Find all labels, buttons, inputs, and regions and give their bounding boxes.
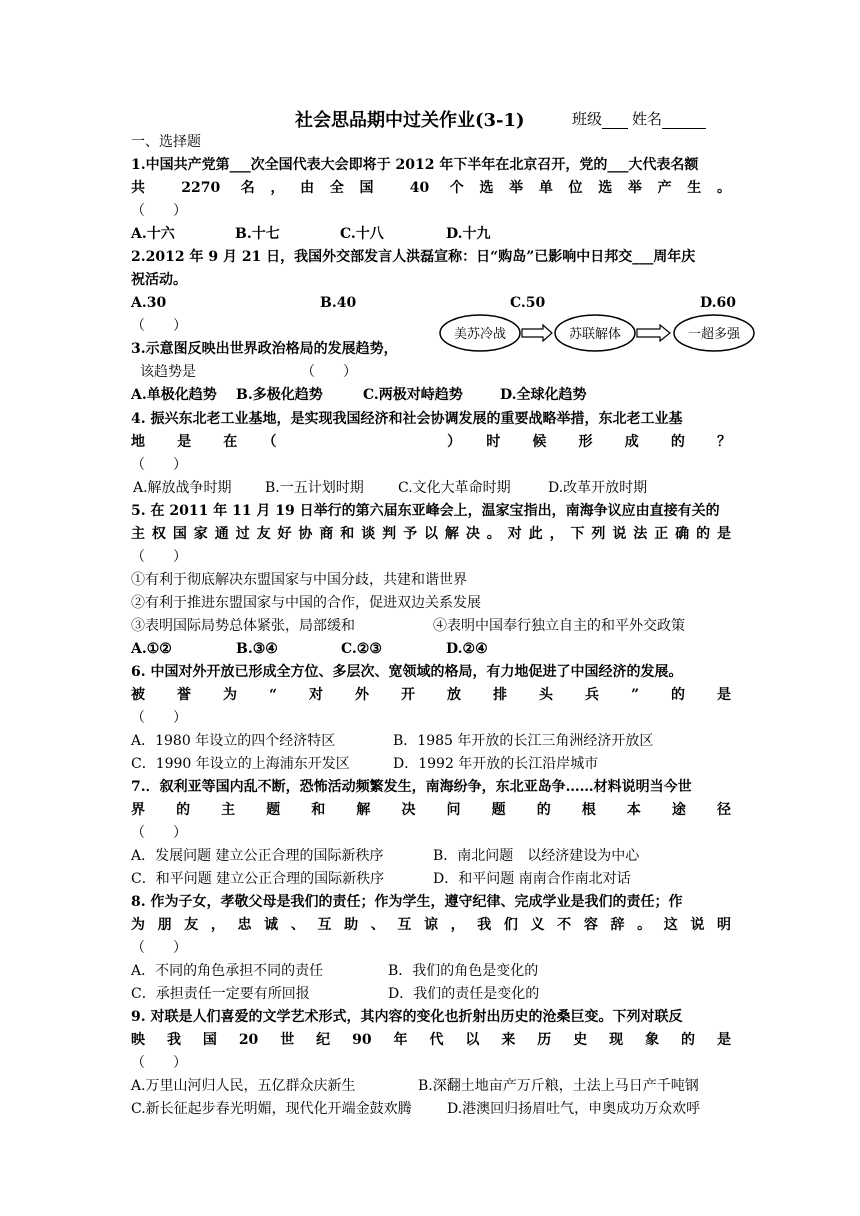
q3-line2: 该趋势是 （ ） [140,364,357,380]
q6-option-d: D．1992 年开放的长江沿岸城市 [393,756,599,772]
q8-line1: 8. 作为子女，孝敬父母是我们的责任；作为学生，遵守纪律、完成学业是我们的责任；作 [131,894,683,910]
q6-option-c: C．1990 年设立的上海浦东开发区 [131,756,350,772]
q5-line2: 主权国家通过友好协商和谈判予以解决。对此，下列说法正确的是 [131,526,731,542]
q3-option-d: D.全球化趋势 [500,387,587,403]
q4-line2: 地 是 在 （ ） 时 候 形 成 的 ？ [131,434,731,450]
q2-line1: 2.2012 年 9 月 21 日，我国外交部发言人洪磊宣称：日“购岛”已影响中日邦交___周年庆 [131,249,696,265]
q6-line1: 6. 中国对外开放已形成全方位、多层次、宽领域的格局，有力地促进了中国经济的发展。 [131,664,683,680]
q4-answer-paren: （ ） [131,457,187,473]
q3-option-a: A.单极化趋势 [131,387,217,403]
q8-answer-paren: （ ） [131,940,187,956]
q6-option-a: A．1980 年设立的四个经济特区 [131,733,336,749]
q6-answer-paren: （ ） [131,710,187,726]
q5-statement-2: ②有利于推进东盟国家与中国的合作，促进双边关系发展 [131,595,481,611]
q7-answer-paren: （ ） [131,825,187,841]
q2-line2: 祝活动。 [131,272,187,288]
q2-option-d: D.60 [700,295,736,311]
q7-option-d: D．和平问题 南南合作南北对话 [433,871,631,887]
q5-option-d: D.②④ [446,641,488,657]
q5-answer-paren: （ ） [131,549,187,565]
q7-option-b: B．南北问题 以经济建设为中心 [433,848,640,864]
q1-line2: 共 2270 名，由全国 40 个选举单位选举产生。 [131,180,731,196]
q7-line1: 7.．叙利亚等国内乱不断，恐怖活动频繁发生，南海纷争，东北亚岛争……材料说明当今世 [131,779,692,795]
q8-option-a: A．不同的角色承担不同的责任 [131,963,324,979]
q4-option-c: C.文化大革命时期 [398,480,511,496]
q8-option-d: D．我们的责任是变化的 [388,986,540,1002]
page-title: 社会思品期中过关作业(3-1) [295,110,525,131]
name-label: 姓名 [632,108,706,129]
q1-option-d: D.十九 [446,226,491,242]
q5-option-c: C.②③ [341,641,382,657]
q3-option-b: B.多极化趋势 [236,387,323,403]
q2-answer-paren: （ ） [131,318,187,334]
q3-line1: 3.示意图反映出世界政治格局的发展趋势， [131,341,398,357]
q9-option-a: A.万里山河归人民，五亿群众庆新生 [131,1078,356,1094]
diagram-label-3: 一超多强 [687,327,741,342]
q1-answer-paren: （ ） [131,203,187,219]
q2-option-a: A.30 [131,295,167,311]
q9-line2: 映 我 国 20 世 纪 90 年 代 以 来 历 史 现 象 的 是 [131,1032,731,1048]
q3-option-c: C.两极对峙趋势 [363,387,463,403]
q8-line2: 为朋友，忠诚、互助、互谅，我们义不容辞。这说明 [131,917,731,933]
diagram-arrow-1 [522,325,552,341]
class-label: 班级 [572,108,628,129]
q9-line1: 9. 对联是人们喜爱的文学艺术形式，其内容的变化也折射出历史的沧桑巨变。下列对联反 [131,1009,683,1025]
q1-option-c: C.十八 [340,226,384,242]
q5-statement-3: ③表明国际局势总体紧张，局部缓和 [131,618,355,634]
q6-line2: 被 誉 为 “ 对 外 开 放 排 头 兵 ” 的 是 [131,687,731,703]
diagram-label-2: 苏联解体 [568,327,622,342]
q1-option-a: A.十六 [131,226,175,242]
q6-option-b: B．1985 年开放的长江三角洲经济开放区 [393,733,654,749]
q8-option-c: C．承担责任一定要有所回报 [131,986,310,1002]
world-pattern-diagram [438,312,758,354]
name-blank [662,112,706,129]
q9-option-c: C.新长征起步春光明媚，现代化开端金鼓欢腾 [131,1101,412,1117]
q7-option-c: C．和平问题 建立公正合理的国际新秩序 [131,871,385,887]
section-heading: 一、选择题 [131,134,201,150]
q8-option-b: B．我们的角色是变化的 [388,963,539,979]
q4-option-d: D.改革开放时期 [548,480,648,496]
q9-option-b: B.深翻土地亩产万斤粮，土法上马日产千吨钢 [418,1078,699,1094]
q4-option-a: A.解放战争时期 [133,480,232,496]
q2-option-b: B.40 [320,295,357,311]
q4-line1: 4. 振兴东北老工业基地，是实现我国经济和社会协调发展的重要战略举措，东北老工业基 [131,411,683,427]
class-blank [602,112,628,129]
q9-option-d: D.港澳回归扬眉吐气，申奥成功万众欢呼 [447,1101,701,1117]
q1-option-b: B.十七 [235,226,280,242]
q5-statement-1: ①有利于彻底解决东盟国家与中国分歧，共建和谐世界 [131,572,467,588]
diagram-arrow-2 [637,325,670,341]
q7-option-a: A．发展问题 建立公正合理的国际新秩序 [131,848,384,864]
q5-line1: 5. 在 2011 年 11 月 19 日举行的第六届东亚峰会上，温家宝指出，南海争议应由直接有关的 [131,503,720,519]
q1-line1: 1.中国共产党第___次全国代表大会即将于 2012 年下半年在北京召开，党的___大代表名额 [131,157,699,173]
q5-option-a: A.①② [131,641,172,657]
q4-option-b: B.一五计划时期 [265,480,364,496]
q9-answer-paren: （ ） [131,1055,187,1071]
q5-option-b: B.③④ [236,641,278,657]
q2-option-c: C.50 [510,295,546,311]
q5-statement-4: ④表明中国奉行独立自主的和平外交政策 [433,618,685,634]
diagram-label-1: 美苏冷战 [453,327,507,342]
q7-line2: 界 的 主 题 和 解 决 问 题 的 根 本 途 径 [131,802,731,818]
